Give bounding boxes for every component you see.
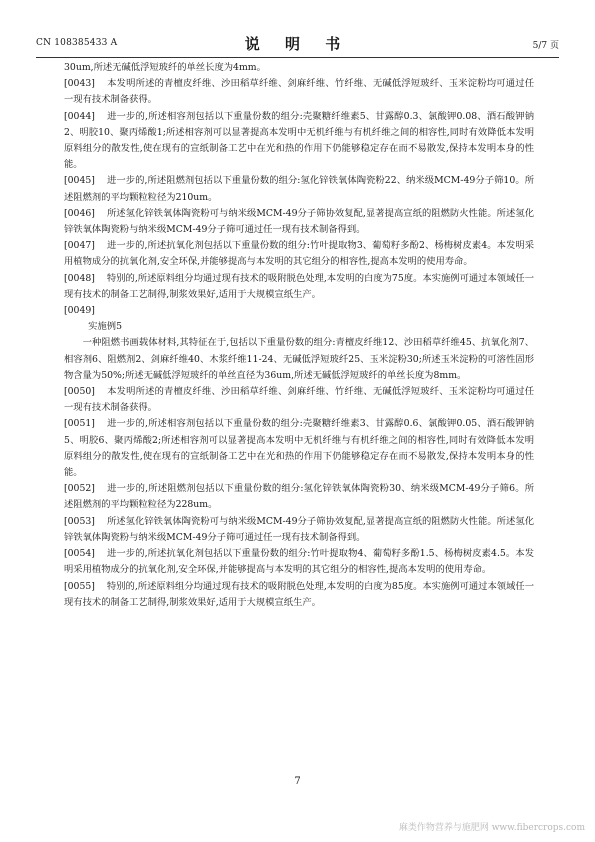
paragraph-0055 — [64, 579, 534, 611]
paragraph — [64, 60, 534, 76]
paragraph-number: [0046] — [64, 207, 95, 219]
paragraph-text: 本发明所述的青檀皮纤维、沙田稻草纤维、剑麻纤维、竹纤维、无碱低浮短玻纤、玉米淀粉均可通过任一现有技术制备获得。 — [64, 386, 534, 414]
paragraph-number: [0054] — [64, 548, 95, 560]
paragraph-0046 — [64, 206, 534, 238]
paragraph-0054 — [64, 546, 534, 578]
paragraph-0049 — [64, 303, 534, 319]
watermark-text: 麻类作物营养与施肥网 www.fibercrops.com — [398, 823, 585, 833]
header-rule — [36, 57, 559, 58]
paragraph-text: 一种阻燃书画载体材料,其特征在于,包括以下重量份数的组分:青檀皮纤维12、沙田稻草纤维45、抗氧化剂7、相容剂6、阻燃剂2、剑麻纤维40、木浆纤维11-24、无碱低浮短玻纤25、玉米淀粉30;所述玉米淀粉的可溶性固形物含量为50%;所述无碱低浮短玻纤的单丝直径为36um,所述无碱低浮短玻纤的单丝长度为8mm。 — [64, 337, 534, 381]
paragraph-text: 进一步的,所述阻燃剂包括以下重量份数的组分:氢化锌铁氧体陶瓷粉22、纳米级MCM-49分子筛10。所述阻燃剂的平均颗粒粒径为210um。 — [64, 175, 534, 203]
paragraph-text: 特别的,所述原料组分均通过现有技术的吸附脱色处理,本发明的白度为75度。本实施例可通过本领域任一现有技术的制备工艺制得,制浆效果好,适用于大规模宣纸生产。 — [64, 272, 534, 300]
paragraph-number: [0055] — [64, 580, 95, 592]
paragraph-number: [0051] — [64, 418, 95, 430]
paragraph-text: 进一步的,所述抗氧化剂包括以下重量份数的组分:竹叶提取物3、葡萄籽多酚2、杨梅树皮素4。本发明采用植物成分的抗氧化剂,安全环保,并能够提高与本发明的其它组分的相容性,提高本发明的使用寿命。 — [64, 240, 534, 268]
paragraph-0050 — [64, 384, 534, 416]
paragraph-0045 — [64, 173, 534, 205]
paragraph-number: [0044] — [64, 110, 95, 122]
paragraph-0048 — [64, 271, 534, 303]
paragraph-text: 所述氢化锌铁氧体陶瓷粉可与纳米级MCM-49分子筛协效复配,显著提高宣纸的阻燃防火性能。所述氢化锌铁氧体陶瓷粉与纳米级MCM-49分子筛可通过任一现有技术制备得到。 — [64, 207, 534, 236]
doc-number: CN 108385433 A — [36, 38, 118, 48]
paragraph-0043 — [64, 76, 534, 108]
paragraph-0051 — [64, 416, 534, 481]
paragraph-text: 所述氢化锌铁氧体陶瓷粉可与纳米级MCM-49分子筛协效复配,显著提高宣纸的阻燃防火性能。所述氢化锌铁氧体陶瓷粉与纳米级MCM-49分子筛可通过任一现有技术制备得到。 — [64, 515, 534, 543]
page-reference: 5/7 页 — [532, 41, 559, 51]
paragraph-text: 进一步的,所述抗氧化剂包括以下重量份数的组分:竹叶提取物4、葡萄籽多酚1.5、杨梅树皮素4.5。本发明采用植物成分的抗氧化剂,安全环保,并能够提高与本发明的其它组分的相容性,提高本发明的使用寿命。 — [64, 548, 534, 576]
paragraph-text: 进一步的,所述阻燃剂包括以下重量份数的组分:氢化锌铁氧体陶瓷粉30、纳米级MCM-49分子筛6。所述阻燃剂的平均颗粒粒径为228um。 — [64, 483, 534, 511]
paragraph-claim — [64, 335, 534, 384]
paragraph-text: 30um,所述无碱低浮短玻纤的单丝长度为4mm。 — [64, 62, 266, 73]
paragraph-text: 特别的,所述原料组分均通过现有技术的吸附脱色处理,本发明的白度为85度。本实施例可通过本领域任一现有技术的制备工艺制得,制浆效果好,适用于大规模宣纸生产。 — [64, 580, 534, 608]
paragraph-number: [0048] — [64, 272, 95, 284]
paragraph-number: [0050] — [64, 386, 95, 398]
paragraph-0044 — [64, 109, 534, 174]
page-number: 7 — [294, 776, 301, 787]
section-heading: 实施例5 — [88, 321, 122, 333]
document-body — [64, 60, 534, 611]
paragraph-0047 — [64, 238, 534, 270]
paragraph-number: [0052] — [64, 483, 95, 495]
paragraph-text: 本发明所述的青檀皮纤维、沙田稻草纤维、剑麻纤维、竹纤维、无碱低浮短玻纤、玉米淀粉均可通过任一现有技术制备获得。 — [64, 78, 534, 106]
paragraph-0053 — [64, 514, 534, 546]
paragraph-number: [0049] — [64, 305, 95, 317]
paragraph-number: [0045] — [64, 175, 95, 187]
paragraph-number: [0047] — [64, 240, 95, 252]
page-title: 说 明 书 — [244, 35, 351, 53]
paragraph-0052 — [64, 481, 534, 513]
paragraph-text: 进一步的,所述相容剂包括以下重量份数的组分:壳聚糖纤维素5、甘露醇0.3、氯酸钾0.08、酒石酸钾钠2、明胶10、聚丙烯酸1;所述相容剂可以显著提高本发明中无机纤维与有机纤维之间的相容性,同时有效降低本发明原料组分的散发性,使在现有的宣纸制备工艺中在光和热的作用下仍能够稳定存在而不易散发,保持本发明本身的性能。 — [64, 110, 534, 171]
paragraph-number: [0043] — [64, 78, 95, 90]
page-header — [36, 33, 559, 55]
paragraph-number: [0053] — [64, 515, 95, 527]
paragraph-text: 进一步的,所述相容剂包括以下重量份数的组分:壳聚糖纤维素3、甘露醇0.6、氯酸钾0.05、酒石酸钾钠5、明胶6、聚丙烯酸2;所述相容剂可以显著提高本发明中无机纤维与有机纤维之间的相容性,同时有效降低本发明原料组分的散发性,使在现有的宣纸制备工艺中在光和热的作用下仍能够稳定存在而不易散发,保持本发明本身的性能。 — [64, 418, 534, 479]
